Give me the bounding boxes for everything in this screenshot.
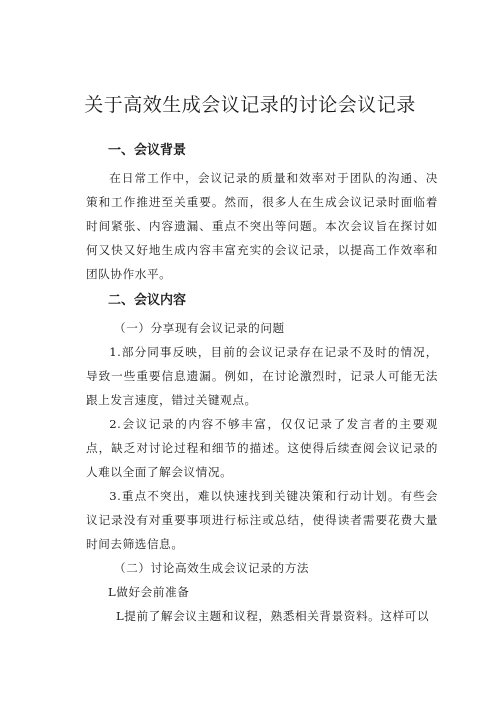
document-body: [86, 136, 438, 628]
problem-item-1: 1.部分同事反映，目前的会议记录存在记录不及时的情况，导致一些重要信息遗漏。例如，在讨论激烈时，记录人可能无法跟上发言速度，错过关键观点。: [86, 345, 438, 407]
section-heading-background: 一、会议背景: [108, 143, 187, 158]
method-item-1-heading: L做好会前准备: [108, 585, 190, 599]
document-title: 关于高效生成会议记录的讨论会议记录: [84, 94, 416, 116]
problem-item-3: 3.重点不突出，难以快速找到关键决策和行动计划。有些会议记录没有对重要事项进行标注或总结，使得读者需要花费大量时间去筛选信息。: [86, 489, 438, 551]
subsection-heading-problems: （一）分享现有会议记录的问题: [114, 321, 285, 335]
background-paragraph: 在日常工作中，会议记录的质量和效率对于团队的沟通、决策和工作推进至关重要。然而，很多人在生成会议记录时面临着时间紧张、内容遗漏、重点不突出等问题。本次会议旨在探讨如何又快又好地生成内容丰富充实的会议记录，以提高工作效率和团队协作水平。: [86, 171, 438, 281]
section-heading-content: 二、会议内容: [108, 293, 187, 308]
subsection-heading-methods: （二）讨论高效生成会议记录的方法: [114, 561, 310, 575]
problem-item-2: 2.会议记录的内容不够丰富，仅仅记录了发言者的主要观点，缺乏对讨论过程和细节的描述。这使得后续查阅会议记录的人难以全面了解会议情况。: [86, 417, 438, 479]
method-item-1-text: L提前了解会议主题和议程，熟悉相关背景资料。这样可以: [116, 609, 430, 623]
